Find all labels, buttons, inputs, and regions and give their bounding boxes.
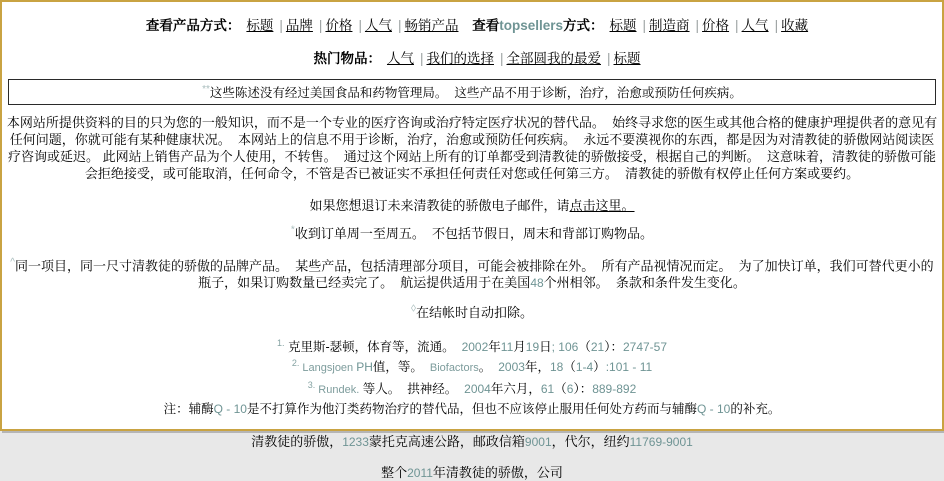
product-view-nav [6, 14, 938, 34]
link-separator: | [279, 18, 283, 33]
coq10-note [2, 401, 942, 417]
general-disclaimer-paragraph: 本网站所提供资料的目的只为您的一般知识，而不是一个专业的医疗咨询或治疗特定医疗状况的替代品。 始终寻求您的医生或其他合格的健康护理提供者的意见有任何问题，你就可能有某种健康状况。 本网站上的信息不用于诊断，治疗，治愈或预防任何疾病。 永远不要漠视你的东西，都是因为对清教徒的骄傲网站阅读医疗咨询或延迟。 此网站上销售产品为个人使用，不转售。 通过这个网站上所有的订单都受到清教徒的骄傲接受，根据自己的判断。 这意味着，清教徒的骄傲可能会拒绝接受，或可能取消，任何命令，不管是否已被证实不承担任何责任对您或任何第三方。 清教徒的骄傲有权停止任何方案或要约。 [6, 115, 938, 181]
text-segment: PH [356, 360, 373, 375]
link-separator: | [499, 51, 504, 66]
text-segment: ; 106 [551, 340, 579, 355]
reference-item-3 [2, 377, 942, 398]
text-segment: 11 [500, 340, 514, 355]
text-segment: 注：辅酶 [163, 401, 214, 416]
text-segment: 1233 [342, 434, 369, 449]
hot-items-link-1[interactable]: 人气 [386, 51, 414, 66]
text-segment: 3. [307, 379, 316, 390]
product-view-link-4[interactable]: 人气 [364, 18, 392, 33]
text-segment: 在结帐时自动扣除。 [415, 305, 533, 321]
text-segment: 等人。 拱神经。 [359, 381, 465, 396]
text-segment: Q - 10 [213, 401, 247, 416]
text-segment: 收到订单周一至周五。 不包括节假日，周末和背部订购物品。 [294, 226, 654, 241]
text-segment: 11769-9001 [629, 434, 693, 449]
text-segment: 个州相邻。 条款和条件发生变化。 [543, 275, 746, 291]
text-segment: 1. [276, 338, 285, 349]
text-segment: ** [202, 83, 210, 95]
product-view-links [246, 18, 458, 33]
product-view-link-3[interactable]: 价格 [325, 18, 353, 33]
text-segment: 2004 [464, 381, 491, 396]
text-segment: 6 [566, 381, 574, 396]
fda-disclaimer-box [8, 79, 936, 105]
order-receipt-note [2, 223, 942, 242]
hot-items-link-4[interactable]: 标题 [613, 51, 641, 66]
text-segment: （ [563, 360, 576, 375]
text-segment: 清教徒的骄傲， [251, 433, 343, 449]
checkout-deduction-note [2, 302, 942, 321]
link-separator: | [774, 18, 779, 33]
text-segment: 同一项目，同一尺寸清教徒的骄傲的品牌产品。 某些产品，包括清理部分项目，可能会被排除在外。 所有产品视情况而定。 为了加快订单，我们可替代更小的瓶子，如果订购数量已经卖完了。 航运提供适用于在美国 [15, 258, 934, 291]
reference-item-1 [2, 335, 942, 355]
text-segment: 48 [530, 276, 544, 291]
topsellers-link-1[interactable]: 标题 [609, 18, 637, 33]
text-segment: 2747-57 [622, 340, 668, 355]
text-segment: 年六月， [490, 381, 541, 396]
reference-item-2 [2, 355, 942, 376]
hot-items-link-2[interactable]: 我们的选择 [426, 51, 494, 66]
text-segment: 年 [488, 340, 501, 355]
text-segment: 整个 [381, 464, 408, 480]
text-segment: 值，等。 [372, 360, 430, 375]
text-segment: 61 [540, 381, 555, 396]
hot-items-label: 热门物品： [313, 51, 381, 66]
text-segment: （ [554, 381, 567, 396]
topsellers-link-4[interactable]: 人气 [741, 18, 769, 33]
text-segment: 2011 [407, 465, 433, 480]
text-segment: 889-892 [592, 381, 637, 396]
text-segment: 1-4 [575, 360, 594, 375]
hot-items-links [387, 51, 641, 66]
company-address [2, 431, 942, 450]
text-segment: 这些陈述没有经过美国食品和药物管理局。 这些产品不用于诊断，治疗，治愈或预防任何疾病。 [209, 86, 742, 100]
hot-items-nav [6, 47, 938, 67]
text-segment: Rundek. [315, 383, 360, 396]
text-segment: ）： [573, 381, 593, 396]
text-segment: 21 [590, 340, 605, 355]
text-segment: 日 [539, 340, 552, 355]
text-segment: 克里斯-瑟顿，体育等，流通。 [284, 340, 462, 355]
product-view-link-2[interactable]: 品牌 [285, 18, 313, 33]
product-view-link-1[interactable]: 标题 [246, 18, 274, 33]
unsubscribe-text: 如果您想退订未来清教徒的骄傲电子邮件，请 [309, 198, 570, 213]
text-segment: Biofactors [429, 362, 479, 375]
text-segment: 是不打算作为他汀类药物治疗的替代品，但也不应该停止服用任何处方药而与辅酶 [246, 401, 697, 416]
link-separator: | [318, 18, 323, 33]
view-topsellers-label-suffix: 方式： [563, 18, 604, 33]
text-segment: ，代尔，纽约 [551, 433, 630, 449]
topsellers-link-3[interactable]: 价格 [702, 18, 730, 33]
text-segment: ^ [10, 257, 15, 268]
text-segment: ◊ [411, 304, 416, 315]
product-view-link-5[interactable]: 畅销产品 [404, 18, 459, 33]
text-segment: * [290, 224, 295, 236]
hot-items-link-3[interactable]: 全部圆我的最爱 [506, 51, 601, 66]
text-segment: 19 [525, 340, 540, 355]
topsellers-links [610, 18, 809, 33]
link-separator: | [358, 18, 362, 33]
text-segment: ） [593, 360, 606, 375]
text-segment: 年清教徒的骄傲，公司 [432, 464, 563, 480]
text-segment: Q - 10 [697, 401, 731, 416]
same-item-note [6, 254, 938, 292]
topsellers-link-5[interactable]: 收藏 [781, 18, 809, 33]
link-separator: | [695, 18, 700, 33]
text-segment: （ [578, 340, 591, 355]
text-segment: Langsjoen [299, 362, 357, 375]
view-topsellers-label [472, 18, 603, 33]
text-segment: 18 [549, 360, 564, 375]
view-products-label: 查看产品方式： [145, 18, 241, 33]
link-separator: | [642, 18, 647, 33]
text-segment: ）： [604, 340, 623, 355]
link-separator: | [735, 18, 739, 33]
text-segment: 2002 [461, 340, 489, 355]
copyright-line [2, 462, 942, 481]
view-topsellers-label-latin: topsellers [499, 18, 564, 33]
text-segment: :101 - 11 [605, 360, 653, 375]
link-separator: | [397, 18, 402, 33]
text-segment: 年， [524, 360, 550, 375]
text-segment: 的补充。 [730, 401, 781, 416]
unsubscribe-line [2, 195, 942, 214]
view-topsellers-label-prefix: 查看 [472, 18, 500, 33]
text-segment: 2003 [498, 360, 525, 375]
reference-list [2, 335, 942, 397]
unsubscribe-link[interactable]: 点击这里。 [569, 198, 635, 213]
link-separator: | [607, 51, 611, 66]
text-segment: 。 [478, 360, 499, 375]
text-segment: 2. [291, 358, 300, 369]
text-segment: 9001 [524, 434, 552, 449]
text-segment: 月 [513, 340, 526, 355]
link-separator: | [419, 51, 424, 66]
text-segment: 蒙托克高速公路，邮政信箱 [368, 433, 525, 449]
topsellers-link-2[interactable]: 制造商 [649, 18, 690, 33]
